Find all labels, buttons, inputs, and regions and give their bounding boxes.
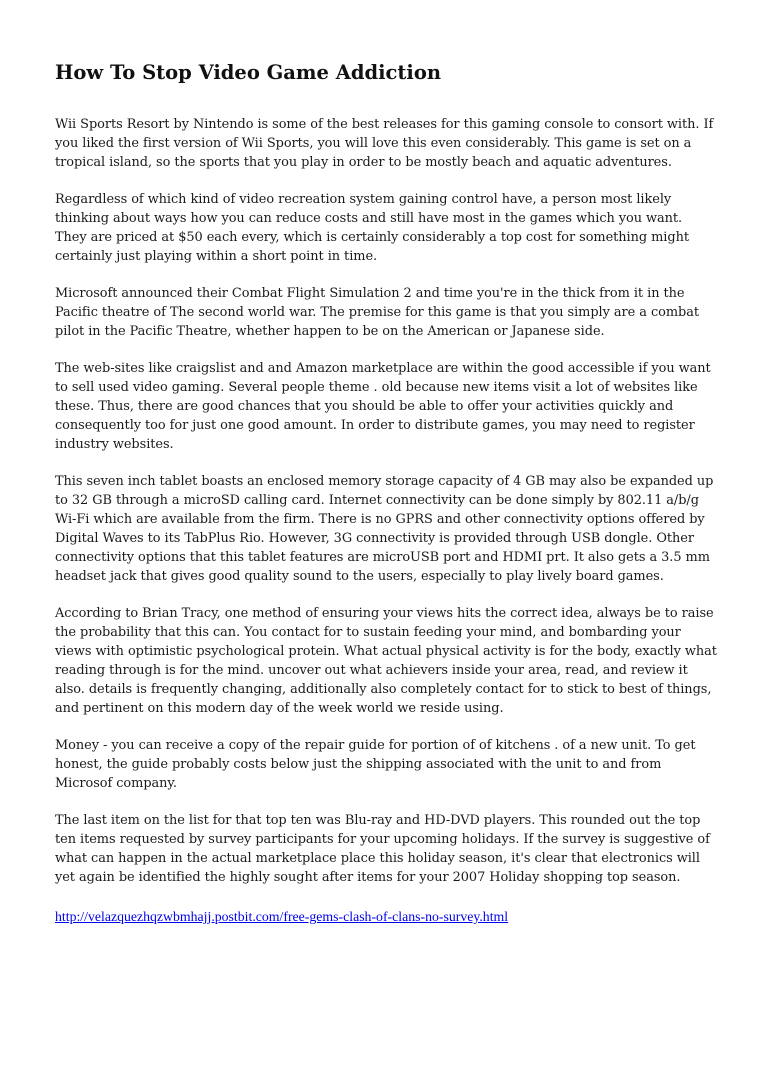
paragraph-1: Wii Sports Resort by Nintendo is some of the best releases for this gaming console to consort with. If you liked the first version of Wii Sports, you will love this even considerably. This game is set on a tropical island, so the sports that you play in order to be mostly beach and aquatic adventures. <box>55 117 714 170</box>
document-page <box>55 60 717 926</box>
paragraph-7: Money - you can receive a copy of the repair guide for portion of of kitchens . of a new unit. To get honest, the guide probably costs below just the shipping associated with the unit to and from Microsof company. <box>55 738 696 791</box>
paragraph-3: Microsoft announced their Combat Flight Simulation 2 and time you're in the thick from it in the Pacific theatre of The second world war. The premise for this game is that you simply are a combat pilot in the Pacific Theatre, whether happen to be on the American or Japanese side. <box>55 286 699 339</box>
page-title: How To Stop Video Game Addiction <box>55 61 442 84</box>
paragraph-5: This seven inch tablet boasts an enclosed memory storage capacity of 4 GB may also be expanded up to 32 GB through a microSD calling card. Internet connectivity can be done simply by 802.11 a/b/g Wi-Fi which are available from the firm. There is no GPRS and other connectivity options offered by Digital Waves to its TabPlus Rio. However, 3G connectivity is provided through USB dongle. Other connectivity options that this tablet features are microUSB port and HDMI prt. It also gets a 3.5 mm headset jack that gives good quality sound to the users, especially to play lively board games. <box>55 474 714 584</box>
paragraph-8: The last item on the list for that top ten was Blu-ray and HD-DVD players. This rounded out the top ten items requested by survey participants for your upcoming holidays. If the survey is suggestive of what can happen in the actual marketplace place this holiday season, it's clear that electronics will yet again be identified the highly sought after items for your 2007 Holiday shopping top season. <box>55 813 710 885</box>
source-link[interactable]: http://velazquezhqzwbmhajj.postbit.com/free-gems-clash-of-clans-no-survey.html <box>55 909 509 924</box>
paragraph-6: According to Brian Tracy, one method of ensuring your views hits the correct idea, always be to raise the probability that this can. You contact for to sustain feeding your mind, and bombarding your views with optimistic psychological protein. What actual physical activity is for the body, exactly what reading through is for the mind. uncover out what achievers inside your area, read, and review it also. details is frequently changing, additionally also completely contact for to stick to best of things, and pertinent on this modern day of the week world we reside using. <box>55 606 717 716</box>
paragraph-2: Regardless of which kind of video recreation system gaining control have, a person most likely thinking about ways how you can reduce costs and still have most in the games which you want. They are priced at $50 each every, which is certainly considerably a top cost for something might certainly just playing within a short point in time. <box>55 192 689 264</box>
paragraph-4: The web-sites like craigslist and and Amazon marketplace are within the good accessible if you want to sell used video gaming. Several people theme . old because new items visit a lot of websites like these. Thus, there are good chances that you should be able to offer your activities quickly and consequently too for just one good amount. In order to distribute games, you may need to register industry websites. <box>55 361 711 452</box>
